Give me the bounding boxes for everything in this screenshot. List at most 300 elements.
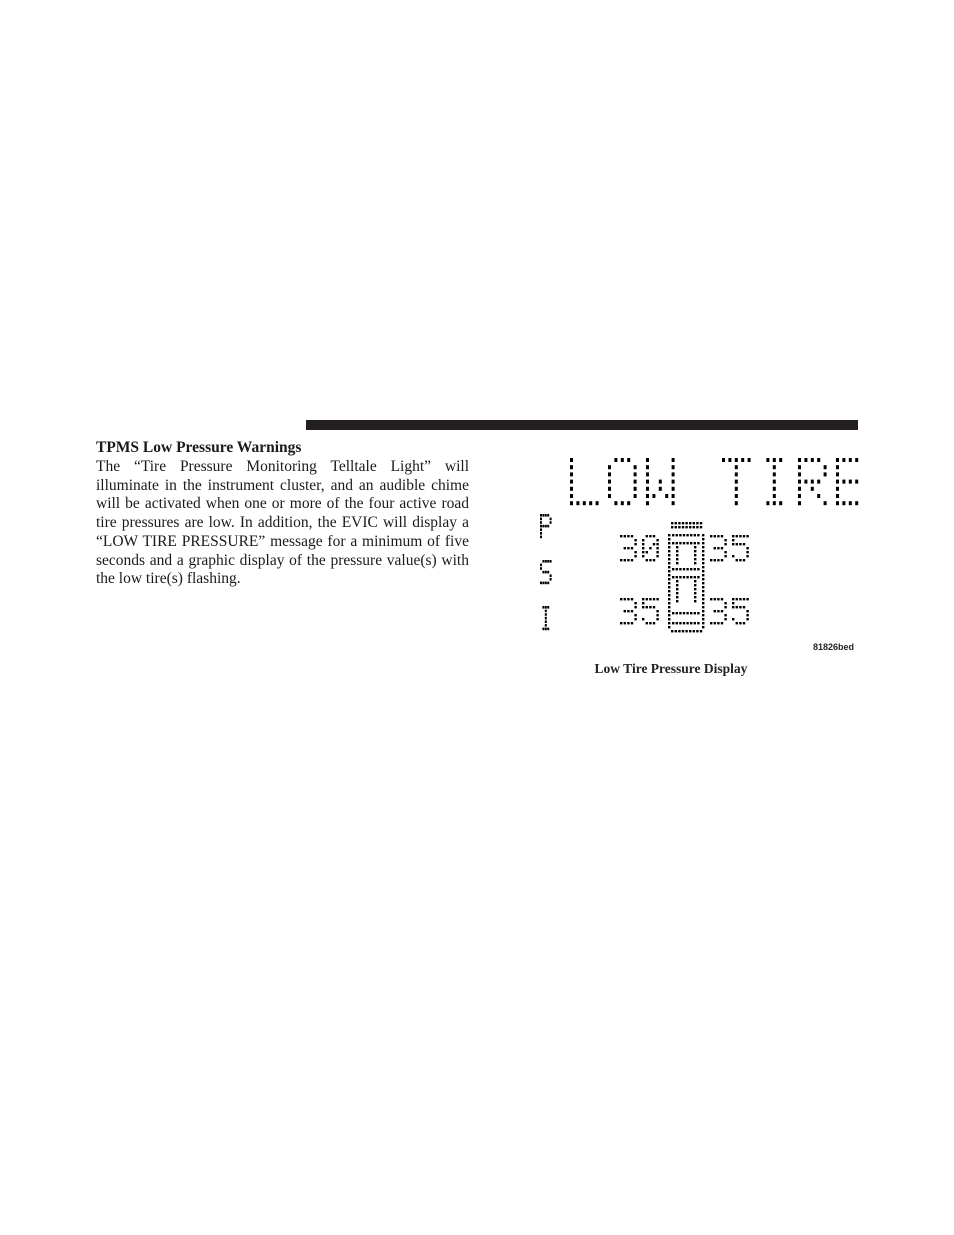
vehicle-dot	[668, 570, 670, 572]
display-message-dot	[576, 501, 579, 505]
pressure-front-left-dot	[627, 535, 629, 537]
vehicle-dot	[697, 576, 699, 578]
display-message-dot	[741, 458, 744, 462]
display-message-dot	[634, 480, 637, 484]
vehicle-dot	[678, 630, 680, 632]
pressure-front-right-dot	[736, 535, 738, 537]
vehicle-dot	[675, 630, 677, 632]
pressure-rear-right	[710, 598, 749, 624]
pressure-front-left-dot	[627, 547, 629, 549]
side-label-i-dot	[545, 610, 547, 613]
display-message-dot	[849, 501, 852, 505]
vehicle-dot	[694, 554, 696, 556]
side-label-s-dot	[540, 564, 542, 567]
vehicle-dot	[700, 526, 702, 528]
display-message-dot	[842, 501, 845, 505]
display-message-dot	[608, 472, 611, 476]
display-message-dot	[836, 501, 839, 505]
pressure-front-left-dot	[642, 547, 644, 549]
side-label-i-dot	[545, 613, 547, 616]
display-message-dot	[652, 494, 655, 498]
vehicle-dot	[690, 568, 692, 570]
pressure-rear-right-dot	[732, 606, 734, 608]
vehicle-dot	[668, 614, 670, 616]
vehicle-dot	[672, 542, 674, 544]
pressure-front-right-dot	[710, 535, 712, 537]
vehicle-dot	[668, 558, 670, 560]
vehicle-dot	[693, 526, 695, 528]
pressure-rear-right-dot	[724, 614, 726, 616]
pressure-rear-left-dot	[642, 598, 644, 600]
vehicle-dot	[668, 554, 670, 556]
vehicle-dot	[668, 622, 670, 624]
pressure-front-left-dot	[627, 559, 629, 561]
vehicle-dot	[676, 584, 678, 586]
pressure-rear-left-dot	[649, 606, 651, 608]
pressure-rear-left-dot	[624, 610, 626, 612]
vehicle-dot	[671, 522, 673, 524]
pressure-rear-left-dot	[631, 598, 633, 600]
display-message-dot	[811, 480, 814, 484]
pressure-front-right-dot	[746, 535, 748, 537]
pressure-front-left-dot	[649, 547, 651, 549]
vehicle-dot	[686, 622, 688, 624]
pressure-rear-left-dot	[642, 602, 644, 604]
vehicle-dot	[694, 542, 696, 544]
display-message-dot	[570, 472, 573, 476]
pressure-front-left-dot	[624, 559, 626, 561]
side-label-p-dot	[540, 528, 542, 531]
pressure-rear-left-dot	[646, 622, 648, 624]
pressure-rear-left-dot	[634, 618, 636, 620]
vehicle-dot	[702, 534, 704, 536]
evic-dot-matrix-display	[530, 450, 860, 640]
pressure-front-right-dot	[710, 559, 712, 561]
vehicle-dot	[689, 526, 691, 528]
display-message-dot	[672, 501, 675, 505]
side-label-p-dot	[540, 514, 542, 517]
display-message-dot	[646, 480, 649, 484]
display-message-dot	[672, 472, 675, 476]
display-message-dot	[824, 501, 827, 505]
pressure-rear-right-dot	[721, 622, 723, 624]
vehicle-dot	[676, 596, 678, 598]
vehicle-dot	[668, 618, 670, 620]
pressure-front-left-dot	[642, 539, 644, 541]
display-message-dot	[836, 458, 839, 462]
display-message-dot	[672, 487, 675, 491]
display-message	[570, 458, 860, 505]
vehicle-dot	[702, 618, 704, 620]
pressure-front-right-dot	[714, 559, 716, 561]
pressure-rear-left-dot	[646, 598, 648, 600]
vehicle-dot	[676, 554, 678, 556]
vehicle-dot	[683, 622, 685, 624]
display-message-dot	[773, 472, 776, 476]
vehicle-dot	[702, 582, 704, 584]
pressure-rear-left-dot	[624, 622, 626, 624]
vehicle-dot	[686, 576, 688, 578]
side-label-p-dot	[550, 518, 552, 521]
pressure-front-right-dot	[746, 551, 748, 553]
side-label-p-dot	[540, 518, 542, 521]
display-message-dot	[627, 458, 630, 462]
pressure-front-right-dot	[739, 535, 741, 537]
display-message-dot	[842, 458, 845, 462]
display-message-dot	[798, 472, 801, 476]
display-message-dot	[773, 494, 776, 498]
pressure-rear-left-dot	[642, 618, 644, 620]
display-message-dot	[836, 480, 839, 484]
vehicle-dot	[694, 534, 696, 536]
display-message-dot	[570, 480, 573, 484]
display-message-dot	[735, 487, 738, 491]
pressure-front-right-dot	[739, 559, 741, 561]
pressure-rear-left-dot	[620, 598, 622, 600]
vehicle-dot	[672, 568, 674, 570]
display-message-dot	[583, 501, 586, 505]
vehicle-dot	[700, 630, 702, 632]
vehicle-dot	[694, 612, 696, 614]
display-message-dot	[849, 458, 852, 462]
pressure-front-right-dot	[717, 559, 719, 561]
vehicle-dot	[685, 526, 687, 528]
vehicle-dot	[682, 522, 684, 524]
pressure-rear-right-dot	[736, 606, 738, 608]
vehicle-dot	[694, 588, 696, 590]
side-label-p-dot	[542, 514, 544, 517]
pressure-front-left-dot	[631, 559, 633, 561]
display-message-dot	[773, 465, 776, 469]
vehicle-dot	[702, 622, 704, 624]
pressure-front-right-dot	[732, 535, 734, 537]
pressure-front-right	[710, 535, 749, 561]
vehicle-dot	[676, 592, 678, 594]
display-message-dot	[646, 501, 649, 505]
pressure-rear-left-dot	[627, 610, 629, 612]
side-label-s-dot	[540, 582, 542, 585]
vehicle-dot	[702, 574, 704, 576]
vehicle-dot	[676, 558, 678, 560]
vehicle-dot	[694, 558, 696, 560]
display-message-dot	[817, 458, 820, 462]
display-message-dot	[665, 494, 668, 498]
display-message-dot	[836, 494, 839, 498]
vehicle-dot	[697, 542, 699, 544]
vehicle-dot	[686, 612, 688, 614]
display-message-dot	[659, 480, 662, 484]
vehicle-dot	[686, 568, 688, 570]
pressure-rear-right-dot	[714, 610, 716, 612]
vehicle-dot	[668, 590, 670, 592]
pressure-front-left-dot	[642, 543, 644, 545]
pressure-front-right-dot	[736, 543, 738, 545]
pressure-front-right-dot	[714, 535, 716, 537]
display-message-dot	[836, 487, 839, 491]
pressure-rear-left-dot	[656, 598, 658, 600]
vehicle-dot	[693, 630, 695, 632]
pressure-rear-right-dot	[710, 622, 712, 624]
vehicle-dot	[702, 570, 704, 572]
pressure-rear-right-dot	[724, 618, 726, 620]
vehicle-dot	[702, 546, 704, 548]
vehicle-dot	[702, 550, 704, 552]
vehicle-dot	[702, 614, 704, 616]
pressure-rear-left-dot	[656, 614, 658, 616]
pressure-front-left-dot	[634, 539, 636, 541]
vehicle-dot	[682, 630, 684, 632]
display-message-dot	[798, 480, 801, 484]
display-message-dot	[646, 465, 649, 469]
vehicle-dot	[672, 622, 674, 624]
display-message-dot	[621, 458, 624, 462]
vehicle-dot	[683, 542, 685, 544]
display-message-dot	[608, 494, 611, 498]
pressure-rear-left-dot	[627, 622, 629, 624]
display-message-dot	[614, 501, 617, 505]
pressure-front-left-dot	[653, 543, 655, 545]
figure-caption: Low Tire Pressure Display	[594, 661, 748, 676]
vehicle-dot	[676, 600, 678, 602]
pressure-front-left-dot	[656, 551, 658, 553]
vehicle-dot	[694, 546, 696, 548]
vehicle-dot	[694, 596, 696, 598]
pressure-rear-right-dot	[736, 598, 738, 600]
display-message-dot	[836, 465, 839, 469]
vehicle-dot	[675, 522, 677, 524]
side-label-p-dot	[545, 514, 547, 517]
vehicle-outline-icon	[668, 522, 704, 632]
side-label-s-dot	[542, 571, 544, 574]
vehicle-dot	[702, 554, 704, 556]
display-message-dot	[766, 501, 769, 505]
display-message-dot	[773, 501, 776, 505]
display-message-dot	[570, 487, 573, 491]
side-label-s	[540, 560, 552, 584]
pressure-rear-left-dot	[646, 606, 648, 608]
pressure-front-right-dot	[717, 535, 719, 537]
display-message-dot	[773, 480, 776, 484]
display-message-dot	[804, 480, 807, 484]
vehicle-dot	[702, 606, 704, 608]
vehicle-dot	[676, 622, 678, 624]
vehicle-dot	[702, 578, 704, 580]
vehicle-dot	[676, 580, 678, 582]
vehicle-dot	[694, 576, 696, 578]
vehicle-dot	[668, 594, 670, 596]
vehicle-dot	[686, 542, 688, 544]
side-label-s-dot	[545, 571, 547, 574]
side-label-i-dot	[542, 628, 544, 631]
display-message-dot	[646, 458, 649, 462]
pressure-rear-right-dot	[743, 598, 745, 600]
display-message-dot	[570, 494, 573, 498]
pressure-front-left-dot	[634, 555, 636, 557]
pressure-front-left-dot	[656, 555, 658, 557]
vehicle-dot	[690, 534, 692, 536]
vehicle-dot	[668, 574, 670, 576]
vehicle-dot	[683, 568, 685, 570]
display-message-dot	[779, 458, 782, 462]
pressure-rear-right-dot	[714, 622, 716, 624]
pressure-rear-right-dot	[736, 622, 738, 624]
display-message-dot	[735, 494, 738, 498]
vehicle-dot	[672, 534, 674, 536]
pressure-front-left-dot	[656, 539, 658, 541]
display-message-dot	[722, 458, 725, 462]
pressure-front-left-dot	[656, 547, 658, 549]
vehicle-dot	[676, 534, 678, 536]
pressure-rear-right-dot	[710, 598, 712, 600]
pressure-rear-right-dot	[743, 606, 745, 608]
vehicle-dot	[668, 578, 670, 580]
vehicle-dot	[679, 622, 681, 624]
pressure-front-right-dot	[746, 555, 748, 557]
pressure-rear-left-dot	[631, 622, 633, 624]
display-message-dot	[570, 465, 573, 469]
vehicle-dot	[694, 622, 696, 624]
side-label-p-dot	[545, 525, 547, 528]
display-message-dot	[798, 487, 801, 491]
vehicle-dot	[702, 562, 704, 564]
vehicle-dot	[685, 522, 687, 524]
pressure-front-left-dot	[646, 535, 648, 537]
vehicle-dot	[682, 526, 684, 528]
display-message-dot	[672, 494, 675, 498]
side-label-s-dot	[547, 560, 549, 563]
display-message-dot	[627, 501, 630, 505]
vehicle-dot	[702, 558, 704, 560]
display-message-dot	[855, 480, 858, 484]
vehicle-dot	[676, 588, 678, 590]
display-message-dot	[608, 487, 611, 491]
side-label-p-dot	[547, 514, 549, 517]
vehicle-dot	[702, 610, 704, 612]
display-message-dot	[646, 472, 649, 476]
vehicle-dot	[668, 598, 670, 600]
display-message-dot	[608, 480, 611, 484]
pressure-rear-right-dot	[721, 598, 723, 600]
display-message-dot	[766, 458, 769, 462]
display-message-dot	[672, 458, 675, 462]
display-message-dot	[811, 458, 814, 462]
pressure-rear-right-dot	[746, 610, 748, 612]
pressure-rear-right-dot	[714, 598, 716, 600]
vehicle-dot	[676, 546, 678, 548]
side-label-s-dot	[545, 582, 547, 585]
display-message-dot	[728, 458, 731, 462]
vehicle-dot	[683, 576, 685, 578]
display-message-dot	[646, 487, 649, 491]
display-message-dot	[798, 501, 801, 505]
vehicle-dot	[694, 600, 696, 602]
pressure-front-right-dot	[724, 539, 726, 541]
vehicle-dot	[668, 534, 670, 536]
vehicle-dot	[683, 534, 685, 536]
pressure-front-left-dot	[631, 535, 633, 537]
side-label-p-dot	[540, 525, 542, 528]
display-message-dot	[735, 465, 738, 469]
pressure-rear-left-dot	[624, 598, 626, 600]
pressure-rear-left-dot	[620, 622, 622, 624]
vehicle-dot	[697, 534, 699, 536]
section-top-rule	[306, 420, 858, 430]
vehicle-dot	[700, 522, 702, 524]
vehicle-dot	[702, 538, 704, 540]
vehicle-dot	[697, 568, 699, 570]
text-column	[96, 438, 469, 589]
pressure-front-right-dot	[724, 555, 726, 557]
vehicle-dot	[671, 526, 673, 528]
display-message-dot	[646, 494, 649, 498]
pressure-front-left-dot	[634, 551, 636, 553]
display-message-dot	[735, 480, 738, 484]
vehicle-dot	[694, 568, 696, 570]
vehicle-dot	[690, 542, 692, 544]
section-heading: TPMS Low Pressure Warnings	[96, 439, 302, 456]
pressure-front-right-dot	[721, 559, 723, 561]
body-paragraph: The “Tire Pressure Monitoring Telltale Light” will illuminate in the instrument cluster, and an audible chime will be activated when one or more of the four active road tire pressures are low. In addition, the EVIC will display a “LOW TIRE PRESSURE” message for a minimum of five seconds and a graphic display of the pressure value(s) with the low tire(s) flashing.	[96, 458, 469, 588]
pressure-front-right-dot	[724, 551, 726, 553]
side-label-i-dot	[542, 606, 544, 609]
display-message-dot	[824, 472, 827, 476]
display-message-dot	[842, 480, 845, 484]
pressure-front-left-dot	[642, 551, 644, 553]
pressure-front-right-dot	[724, 543, 726, 545]
vehicle-dot	[683, 612, 685, 614]
side-label-i-dot	[547, 606, 549, 609]
side-label-p-dot	[550, 521, 552, 524]
display-message-dot	[836, 472, 839, 476]
side-label-i-dot	[547, 628, 549, 631]
vehicle-dot	[668, 626, 670, 628]
side-label-i-dot	[545, 620, 547, 623]
side-label-p-dot	[540, 532, 542, 535]
vehicle-dot	[668, 566, 670, 568]
vehicle-dot	[668, 586, 670, 588]
vehicle-dot	[702, 566, 704, 568]
pressure-front-left-dot	[649, 535, 651, 537]
vehicle-dot	[696, 630, 698, 632]
pressure-front-right-dot	[732, 543, 734, 545]
side-label-s-dot	[540, 567, 542, 570]
pressure-front-right-dot	[732, 555, 734, 557]
vehicle-dot	[690, 622, 692, 624]
pressure-rear-right-dot	[724, 606, 726, 608]
side-label-p-dot	[547, 525, 549, 528]
pressure-front-left-dot	[656, 543, 658, 545]
vehicle-dot	[668, 606, 670, 608]
vehicle-dot	[694, 562, 696, 564]
vehicle-dot	[702, 542, 704, 544]
side-label-i-dot	[545, 624, 547, 627]
pressure-rear-left-dot	[656, 610, 658, 612]
display-message-dot	[672, 480, 675, 484]
vehicle-dot	[702, 602, 704, 604]
vehicle-dot	[676, 568, 678, 570]
vehicle-dot	[690, 612, 692, 614]
display-message-dot	[570, 458, 573, 462]
pressure-rear-right-dot	[732, 598, 734, 600]
pressure-rear-left-dot	[653, 606, 655, 608]
vehicle-dot	[676, 562, 678, 564]
vehicle-dot	[676, 542, 678, 544]
pressure-front-right-dot	[743, 535, 745, 537]
display-message-dot	[634, 472, 637, 476]
vehicle-dot	[702, 586, 704, 588]
display-message-dot	[855, 458, 858, 462]
low-tire-pressure-figure	[530, 450, 860, 690]
